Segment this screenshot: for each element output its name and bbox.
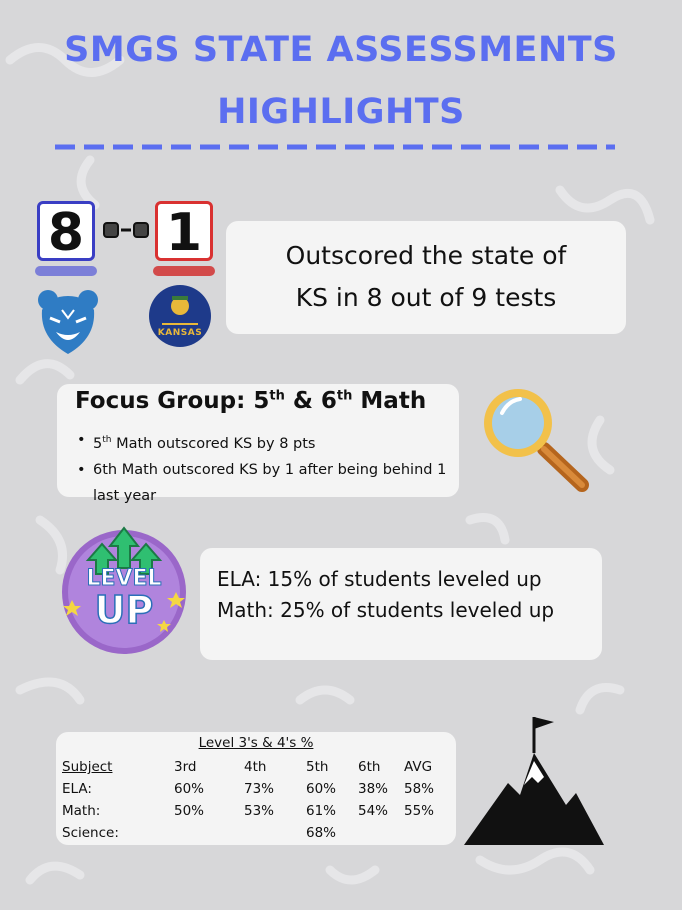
table-cell bbox=[244, 822, 306, 844]
right-score-box: 1 bbox=[155, 201, 213, 261]
page-title-line2: HIGHLIGHTS bbox=[217, 92, 465, 132]
table-cell bbox=[174, 822, 244, 844]
column-header: AVG bbox=[404, 759, 433, 775]
mountain-flag-icon bbox=[462, 713, 606, 847]
focus-group-card bbox=[57, 384, 459, 504]
focus-group-title: Focus Group: 5th & 6th Math bbox=[75, 388, 427, 414]
magnifying-glass-icon bbox=[476, 383, 594, 495]
table-cell: Math: bbox=[62, 803, 101, 819]
kansas-seal-icon bbox=[148, 284, 212, 348]
table-cell: 73% bbox=[244, 781, 275, 797]
table-cell: Science: bbox=[62, 825, 119, 841]
table-cell: 60% bbox=[174, 781, 205, 797]
list-item: • 5th Math outscored KS by 8 pts bbox=[77, 427, 457, 457]
kansas-seal-label: KANSAS bbox=[157, 328, 203, 338]
table-cell: 60% bbox=[306, 781, 337, 797]
table-cell: 53% bbox=[244, 803, 275, 819]
outscored-line1: Outscored the state of bbox=[285, 241, 567, 270]
levels-table-card bbox=[56, 732, 456, 845]
table-cell: 55% bbox=[404, 803, 435, 819]
table-cell bbox=[358, 822, 404, 844]
table-cell: 38% bbox=[358, 781, 389, 797]
column-header: 4th bbox=[244, 759, 267, 775]
ela-level-up-text: ELA: 15% of students leveled up bbox=[217, 567, 542, 591]
left-score-box: 8 bbox=[37, 201, 95, 261]
page-title-line1: SMGS STATE ASSESSMENTS bbox=[64, 30, 618, 70]
score-separator bbox=[103, 222, 149, 238]
bear-mascot-icon bbox=[36, 288, 100, 356]
table-cell: 61% bbox=[306, 803, 337, 819]
column-header: 6th bbox=[358, 759, 381, 775]
table-row bbox=[62, 822, 448, 844]
column-header: 3rd bbox=[174, 759, 197, 775]
level-up-badge-line1: LEVEL bbox=[86, 566, 162, 591]
title-dashed-divider bbox=[55, 143, 615, 151]
focus-group-bullets bbox=[77, 427, 457, 509]
left-score-bar bbox=[35, 266, 97, 276]
table-cell: ELA: bbox=[62, 781, 92, 797]
table-cell: 68% bbox=[306, 825, 337, 841]
outscored-card bbox=[226, 221, 626, 334]
table-cell: 50% bbox=[174, 803, 205, 819]
table-row bbox=[62, 800, 448, 822]
column-header: Subject bbox=[62, 759, 113, 775]
table-cell: 58% bbox=[404, 781, 435, 797]
table-cell bbox=[404, 822, 448, 844]
math-level-up-text: Math: 25% of students leveled up bbox=[217, 598, 555, 622]
column-header: 5th bbox=[306, 759, 329, 775]
table-cell: 54% bbox=[358, 803, 389, 819]
table-header-row bbox=[62, 756, 448, 778]
table-row bbox=[62, 778, 448, 800]
right-score-bar bbox=[153, 266, 215, 276]
levels-table bbox=[62, 756, 448, 844]
list-item: • 6th Math outscored KS by 1 after being behind 1 last year bbox=[77, 457, 457, 509]
level-up-badge-line2: UP bbox=[94, 588, 154, 632]
levels-table-title: Level 3's & 4's % bbox=[198, 735, 314, 751]
level-up-card bbox=[200, 548, 602, 660]
outscored-line2: KS in 8 out of 9 tests bbox=[295, 283, 557, 312]
